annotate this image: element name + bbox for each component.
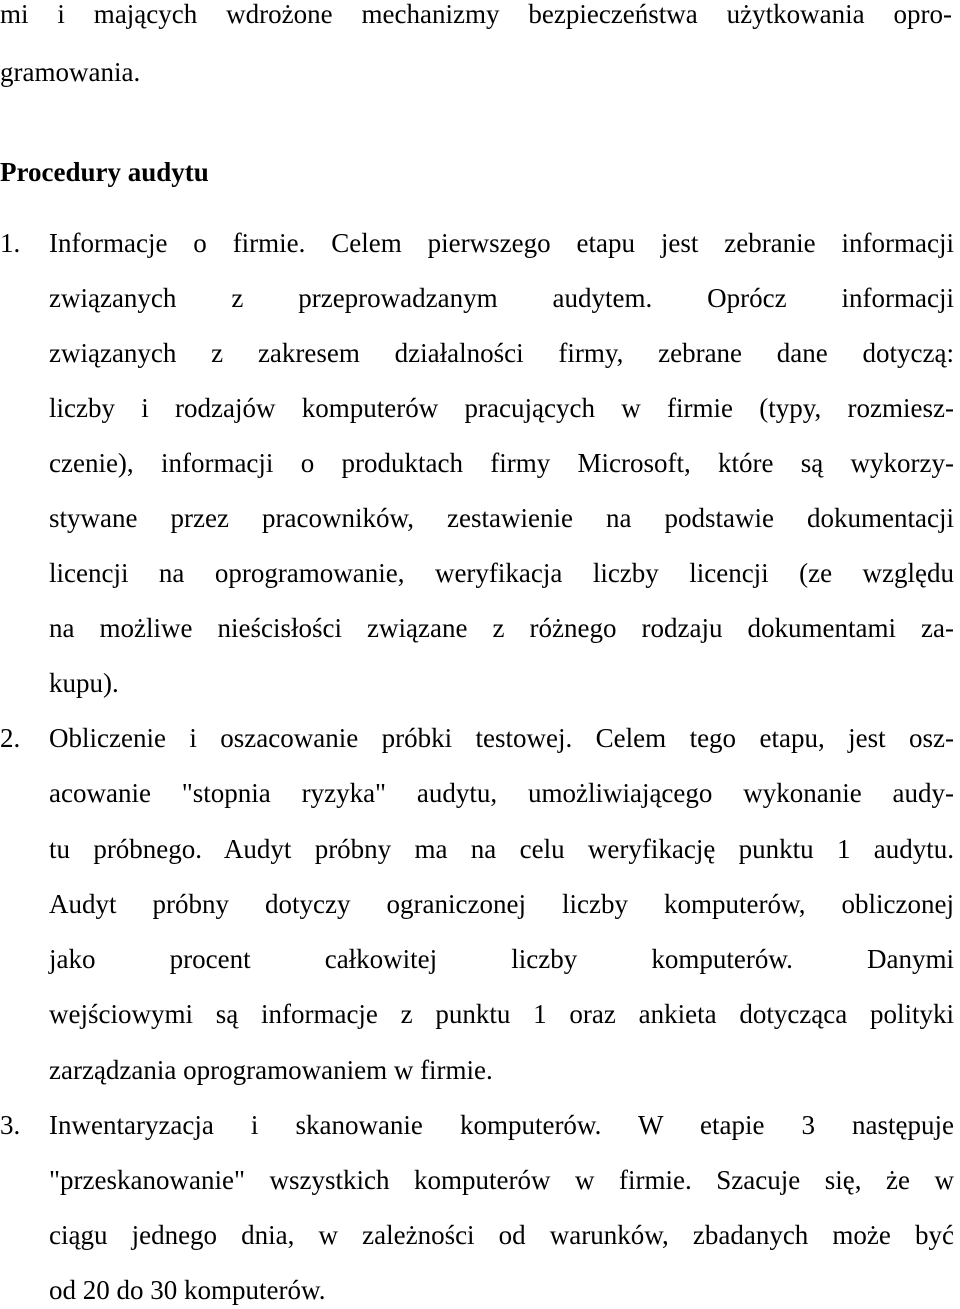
intro-line-2: gramowania. [0, 57, 141, 87]
list-item-3-line: ciągu jednego dnia, w zależności od warunków, zbadanych może być [49, 1220, 954, 1250]
list-item-3-line: od 20 do 30 komputerów. [49, 1275, 326, 1305]
list-item-2-line: tu próbnego. Audyt próbny ma na celu weryfikację punktu 1 audytu. [49, 834, 954, 864]
list-item-1-line: kupu). [49, 668, 119, 698]
list-item-2-line: Obliczenie i oszacowanie próbki testowej. Celem tego etapu, jest osz- [49, 723, 954, 753]
list-item-2-line: acowanie "stopnia ryzyka" audytu, umożliwiającego wykonanie audy- [49, 778, 954, 808]
list-item-3-line: Inwentaryzacja i skanowanie komputerów. W etapie 3 następuje [49, 1110, 954, 1140]
list-item-1-line: liczby i rodzajów komputerów pracujących w firmie (typy, rozmiesz- [49, 393, 954, 423]
list-item-number: 2. [0, 723, 21, 753]
list-item-1-line: licencji na oprogramowanie, weryfikacja liczby licencji (ze względu [49, 558, 954, 588]
list-item-1-line: Informacje o firmie. Celem pierwszego etapu jest zebranie informacji [49, 228, 954, 258]
list-item-2-line: zarządzania oprogramowaniem w firmie. [49, 1055, 493, 1085]
list-item-number: 3. [0, 1110, 21, 1140]
list-item-1-line: związanych z przeprowadzanym audytem. Oprócz informacji [49, 283, 954, 313]
list-item-1-line: na możliwe nieścisłości związane z różnego rodzaju dokumentami za- [49, 613, 954, 643]
list-item-1-line: czenie), informacji o produktach firmy Microsoft, które są wykorzy- [49, 448, 954, 478]
list-item-2-line: Audyt próbny dotyczy ograniczonej liczby komputerów, obliczonej [49, 889, 954, 919]
section-heading: Procedury audytu [0, 157, 209, 187]
list-item-1-line: stywane przez pracowników, zestawienie na podstawie dokumentacji [49, 503, 954, 533]
list-item-1-line: związanych z zakresem działalności firmy, zebrane dane dotyczą: [49, 338, 954, 368]
list-item-3-line: "przeskanowanie" wszystkich komputerów w firmie. Szacuje się, że w [49, 1165, 954, 1195]
list-item-2-line: jako procent całkowitej liczby komputerów. Danymi [49, 944, 954, 974]
intro-line-1: mi i mających wdrożone mechanizmy bezpieczeństwa użytkowania opro- [0, 0, 952, 29]
list-item-2-line: wejściowymi są informacje z punktu 1 oraz ankieta dotycząca polityki [49, 999, 954, 1029]
list-item-number: 1. [0, 228, 21, 258]
